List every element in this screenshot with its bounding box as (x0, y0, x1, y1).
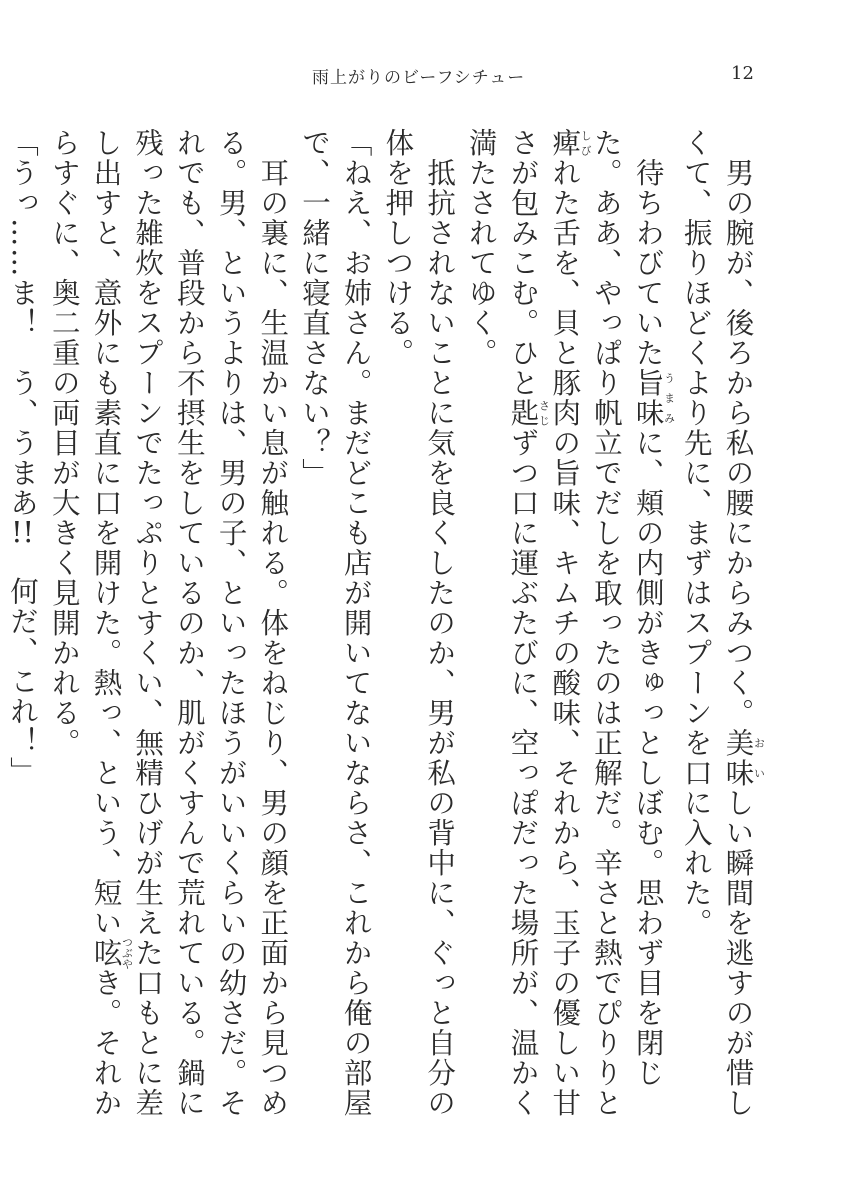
paragraph: 抵抗されないことに気を良くしたのか、男が私の背中に、ぐっと自分の体を押しつける。 (381, 128, 457, 1118)
paragraph: 耳の裏に、生温かい息が触れる。体をねじり、男の顔を正面から見つめる。男、というよりは、男の子、といったほうがいいくらいの幼さだ。それでも、普段から不摂生をしているのか、肌がくすんで荒れている。鍋に残った雑炊をスプーンでたっぷりとすくい、無精ひげが生えた口もとに差し出すと、意外にも素直に口を開けた。熱っ、という、短い呟つぶやき。それからすぐに、奥二重の両目が大きく見開かれる。 (47, 128, 290, 1118)
dialogue-line: 「うっ……ま！ う、うまあ!! 何だ、これ！」 (6, 128, 40, 787)
running-header-title: 雨上がりのビーフシチュー (312, 68, 526, 88)
paragraph: 待ちわびていた旨味うまみに、頬の内側がきゅっとしぼむ。思わず目を閉じた。ああ、やっぱり帆立でだしを取ったのは正解だ。辛さと熱でぴりりと痺しびれた舌を、貝と豚肉の旨味、キムチの酸味、それから、玉子の優しい甘さが包みこむ。ひと匙さじずつ口に運ぶたびに、空っぽだった場所が、温かく満たされてゆく。 (464, 128, 676, 1118)
paragraph: 男の腕が、後ろから私の腰にからみつく。美味おいしい瞬間を逃すのが惜しくて、振りほどくより先に、まずはスプーンを口に入れた。 (679, 128, 766, 1118)
dialogue-line: 「ねえ、お姉さん。まだどこも店が開いてないならさ、これから俺の部屋で、一緒に寝直さない？」 (297, 128, 373, 1118)
page-number: 12 (731, 63, 754, 84)
novel-body-text (6, 128, 766, 1128)
